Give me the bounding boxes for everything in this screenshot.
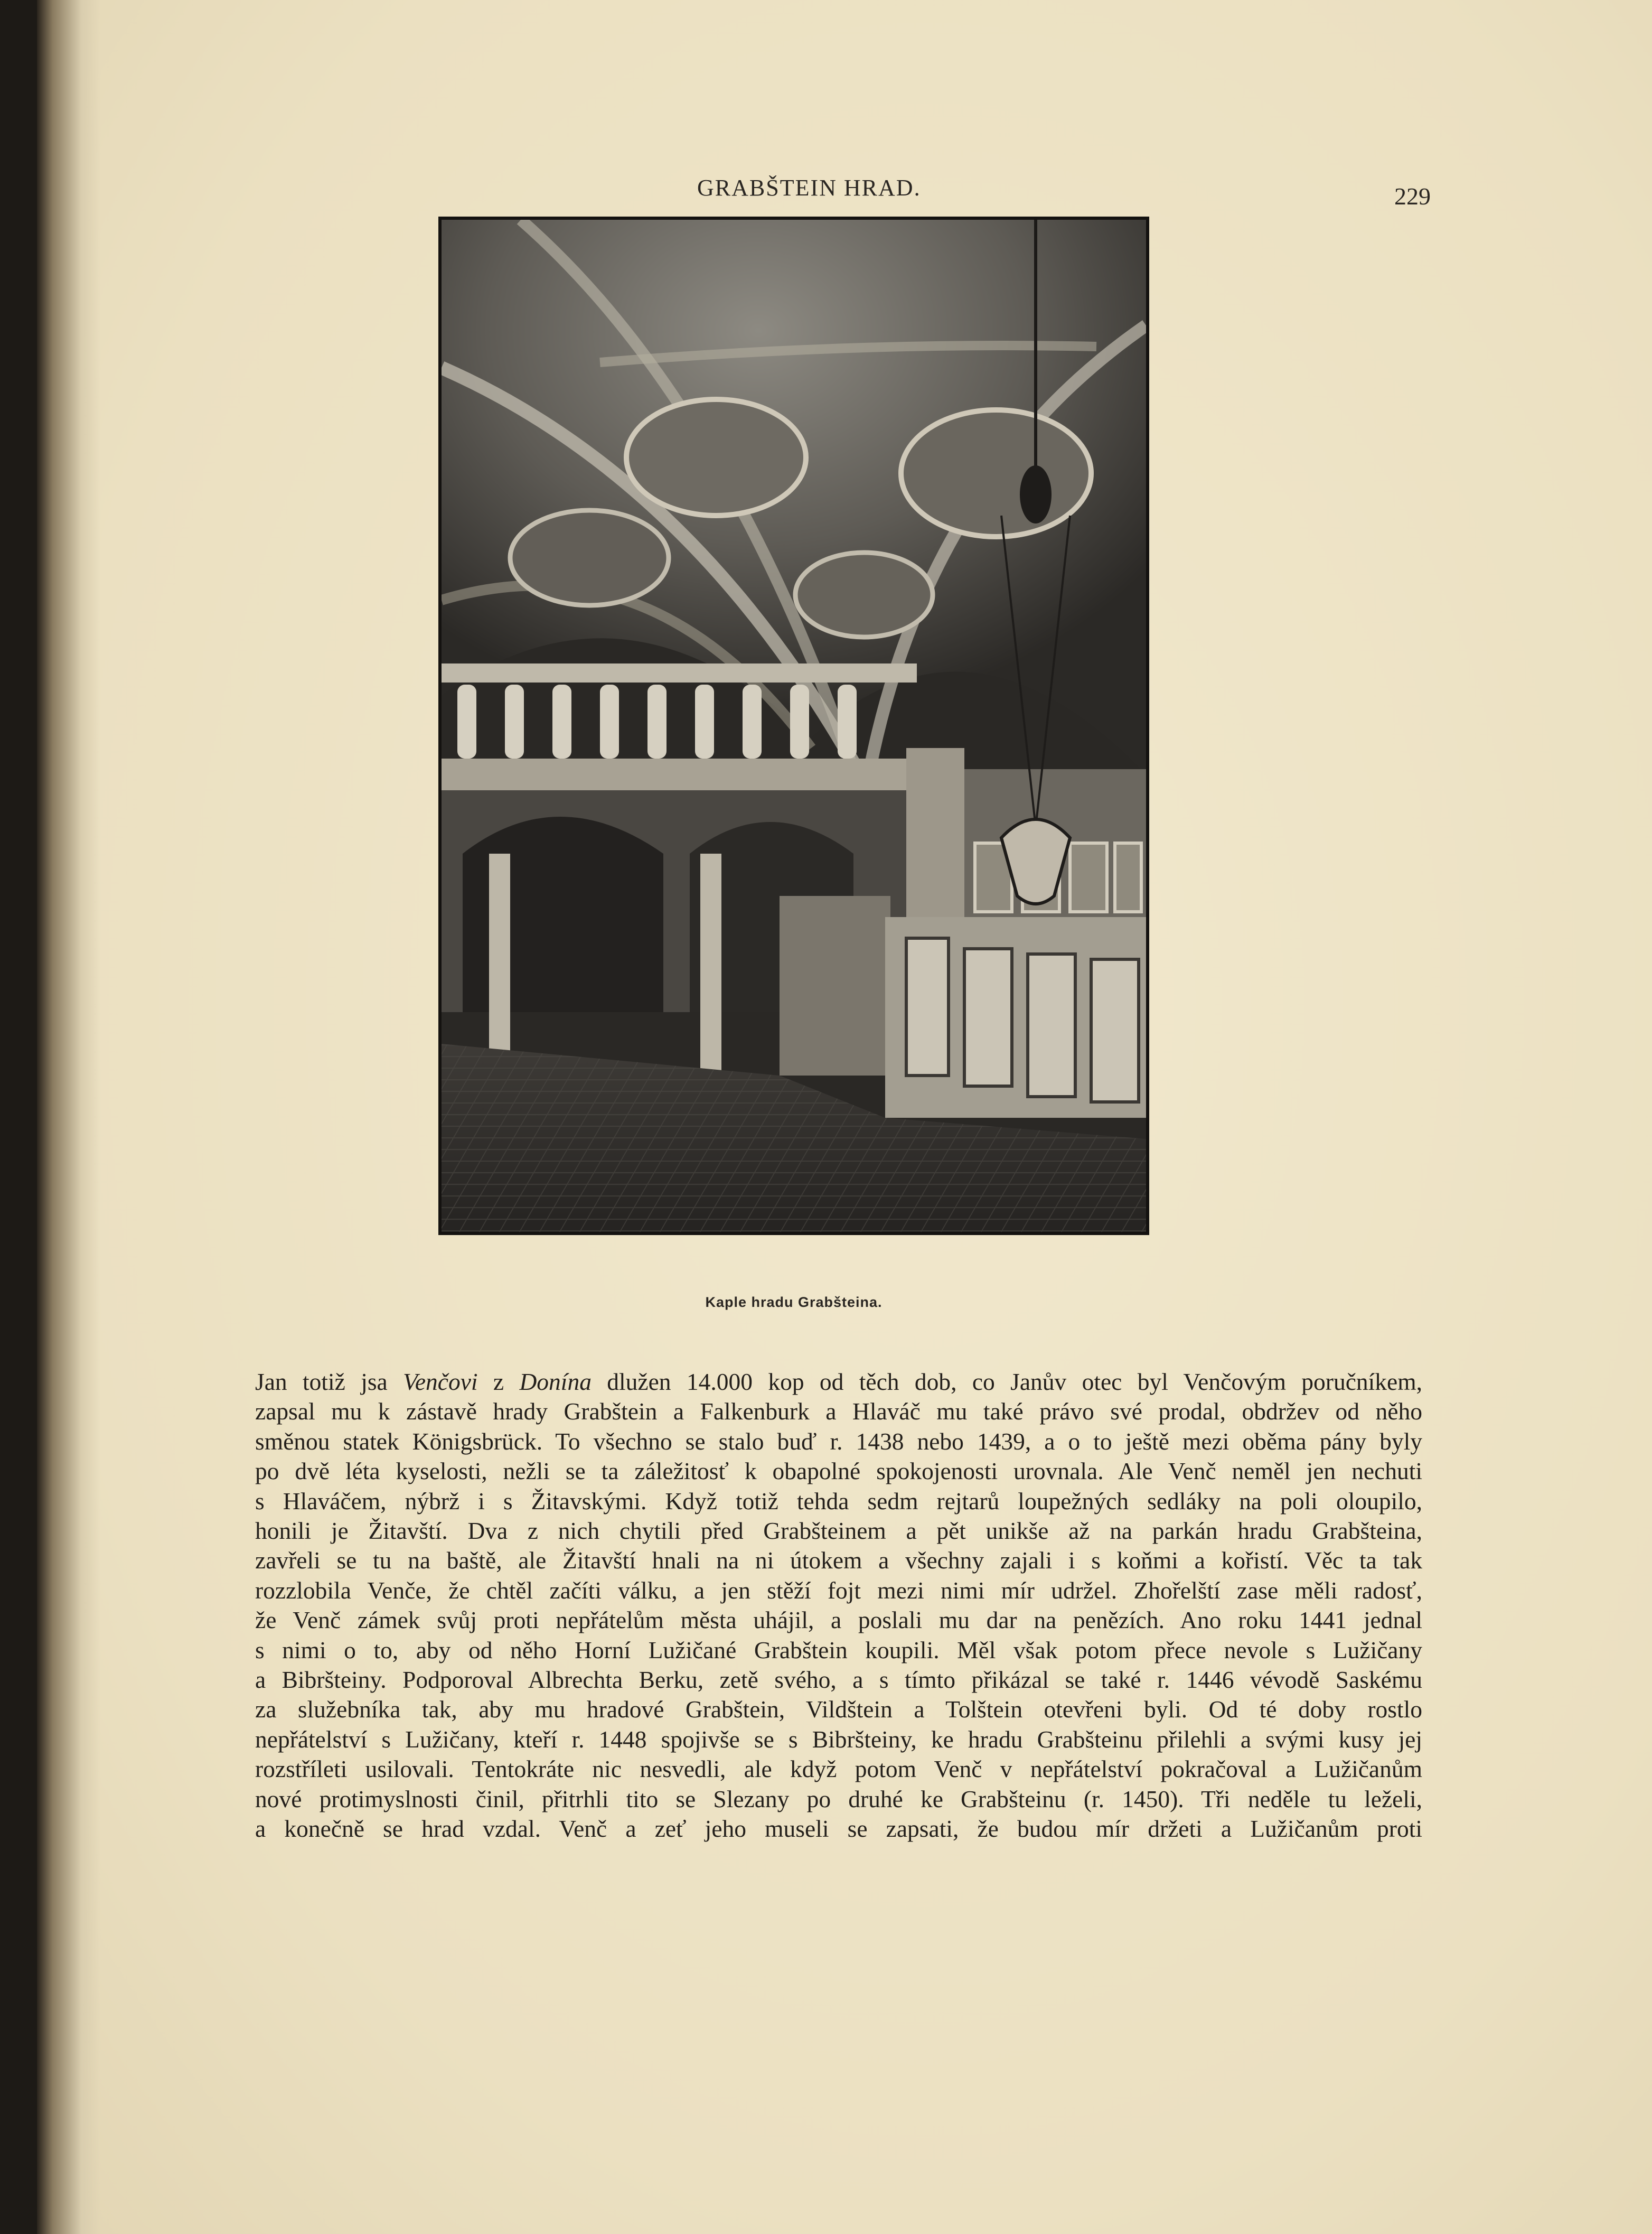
italic-name: Donína (519, 1368, 592, 1395)
text-line: že Venč zámek svůj proti nepřátelům města uhájil, a poslali mu dar na penězích. Ano roku 1441 jednal (255, 1606, 1422, 1634)
text-line: zavřeli se tu na baště, ale Žitavští hnali na ni útokem a všechny zajali i s koňmi a kořistí. Věc ta tak (255, 1547, 1422, 1574)
text-line: a konečně se hrad vzdal. Venč a zeť jeho museli se zapsati, že budou mír držeti a Lužičanům proti (255, 1815, 1422, 1843)
text-line: směnou statek Königsbrück. To všechno se stalo buď r. 1438 nebo 1439, a o to ještě mezi oběma pány byly (255, 1427, 1422, 1455)
text-line: nové protimyslnosti činil, přitrhli tito se Slezany po druhé ke Grabšteinu (r. 1450). Tři neděle tu leželi, (255, 1785, 1422, 1812)
italic-name: Venčovi (403, 1368, 478, 1395)
book-page (37, 0, 1652, 2234)
text-line: rozzlobila Venče, že chtěl začíti válku, a jen stěží fojt mezi nimi mír udržel. Zhořelští zase měli radosť, (255, 1576, 1422, 1604)
text-line: za služebníka tak, aby mu hradové Grabštein, Vildštein a Tolštein otevřeni byli. Od té doby rostlo (255, 1696, 1422, 1723)
text-line: zapsal mu k zástavě hrady Grabštein a Falkenburk a Hlaváč mu také právo své prodal, obdržev od něho (255, 1398, 1422, 1425)
body-text (255, 1367, 1422, 1844)
text-line: s Hlaváčem, nýbrž i s Žitavskými. Když totiž tehda sedm rejtarů loupežných sedláky na poli oloupilo, (255, 1487, 1422, 1515)
text-line: nepřátelství s Lužičany, kteří r. 1448 spojivše se s Bibršteiny, ke hradu Grabšteinu přilehli a svými kusy jej (255, 1725, 1422, 1753)
text-line: rozstříleti usilovali. Tentokráte nic nesvedli, ale když potom Venč v nepřátelství pokračoval a Lužičanům (255, 1755, 1422, 1783)
text-segment: Jan totiž jsa (255, 1368, 403, 1395)
text-line: honili je Žitavští. Dva z nich chytili před Grabšteinem a pět unikše až na parkán hradu Grabšteina, (255, 1517, 1422, 1545)
text-line (255, 1367, 1422, 1397)
running-head: GRABŠTEIN HRAD. (697, 175, 921, 201)
page-number: 229 (1394, 183, 1431, 210)
page-gutter-shadow (37, 0, 100, 2234)
chapel-photo-illustration (442, 220, 1146, 1232)
figure-caption: Kaple hradu Grabšteina. (705, 1294, 883, 1310)
text-segment: z (477, 1368, 520, 1395)
text-segment: dlužen 14.000 kop od těch dob, co Janův otec byl Venčovým poručníkem, (591, 1368, 1422, 1395)
chapel-photograph (438, 217, 1149, 1235)
text-line: a Bibršteiny. Podporoval Albrechta Berku, zetě svého, a s tímto přikázal se také r. 1446 vévodě Saskému (255, 1666, 1422, 1694)
text-line: po dvě léta kyselosti, nežli se ta záležitosť k obapolné spokojenosti urovnala. Ale Venč neměl jen nechuti (255, 1457, 1422, 1485)
text-line: s nimi o to, aby od něho Horní Lužičané Grabštein koupili. Měl však potom přece nevole s Lužičany (255, 1636, 1422, 1663)
